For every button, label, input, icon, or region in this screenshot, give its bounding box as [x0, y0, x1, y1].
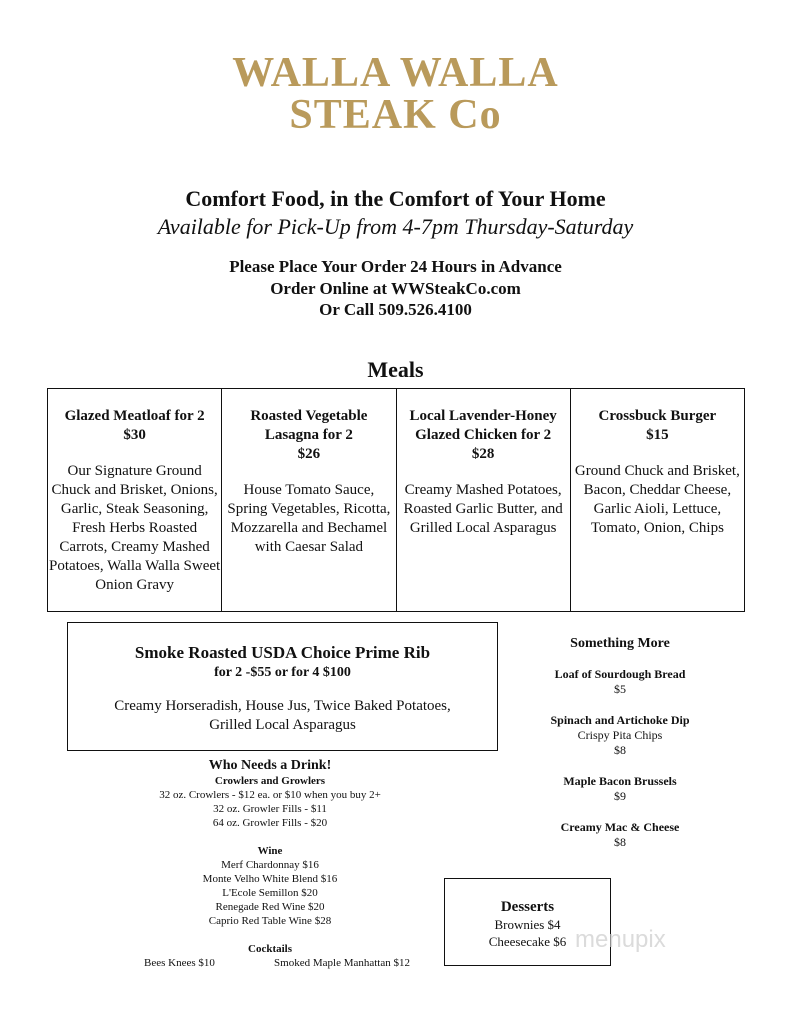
- item-name: Creamy Mac & Cheese: [560, 820, 680, 834]
- meals-grid: [47, 388, 745, 612]
- drink-item: 64 oz. Growler Fills - $20: [212, 817, 328, 829]
- meal-desc: Ground Chuck and Brisket, Bacon, Cheddar Cheese, Garlic Aioli, Lettuce, Tomato, Onion, Chips: [574, 463, 740, 536]
- drink-item: L'Ecole Semillon $20: [222, 887, 318, 899]
- meal-price: $28: [471, 446, 495, 462]
- drink-item: Caprio Red Table Wine $28: [208, 915, 332, 927]
- item-desc: Crispy Pita Chips: [577, 728, 663, 742]
- item-price: $5: [614, 682, 626, 696]
- more-heading: Something More: [570, 636, 670, 651]
- prime-desc: Creamy Horseradish, House Jus, Twice Baked Potatoes, Grilled Local Asparagus: [114, 698, 451, 733]
- phone[interactable]: Or Call 509.526.4100: [319, 300, 472, 319]
- crowlers-heading: Crowlers and Growlers: [214, 775, 326, 787]
- watermark: menupix: [575, 926, 666, 953]
- item-price: $8: [614, 835, 626, 849]
- more-item: [520, 713, 720, 758]
- wine-heading: Wine: [257, 845, 283, 857]
- drink-item: Smoked Maple Manhattan $12: [274, 957, 410, 969]
- drinks-section: [130, 758, 410, 970]
- drink-item: Monte Velho White Blend $16: [202, 873, 338, 885]
- meal-price: $26: [297, 446, 321, 462]
- meal-desc: Creamy Mashed Potatoes, Roasted Garlic Butter, and Grilled Local Asparagus: [403, 482, 563, 536]
- meal-item: [571, 389, 744, 611]
- order-info: [0, 256, 791, 321]
- logo-line1: WALLA WALLA: [232, 50, 559, 96]
- order-online[interactable]: Order Online at WWSteakCo.com: [270, 278, 521, 298]
- meal-desc: Our Signature Ground Chuck and Brisket, Onions, Garlic, Steak Seasoning, Fresh Herbs Roasted Carrots, Creamy Mashed Potatoes, Walla Walla Sweet Onion Gravy: [49, 463, 221, 593]
- advance-notice: Please Place Your Order 24 Hours in Advance: [229, 257, 562, 276]
- item-price: $9: [614, 789, 626, 803]
- dessert-item: Brownies $4: [494, 917, 561, 932]
- drink-item: Bees Knees $10: [144, 957, 215, 969]
- meal-price: $15: [646, 427, 669, 443]
- drink-item: Merf Chardonnay $16: [221, 859, 319, 871]
- meal-price: $30: [123, 427, 146, 443]
- cocktail-row: [130, 956, 410, 970]
- item-name: Loaf of Sourdough Bread: [554, 667, 686, 681]
- drink-item: 32 oz. Crowlers - $12 ea. or $10 when you buy 2+: [159, 789, 381, 801]
- desserts-heading: Desserts: [500, 899, 555, 915]
- more-item: [520, 820, 720, 850]
- meal-item: [397, 389, 571, 611]
- something-more: [520, 636, 720, 866]
- logo: [0, 52, 791, 136]
- meal-name: Local Lavender-Honey Glazed Chicken for 2: [409, 408, 557, 443]
- drink-item: 32 oz. Growler Fills - $11: [213, 803, 327, 815]
- meal-item: [222, 389, 396, 611]
- meals-heading: Meals: [367, 357, 424, 382]
- item-price: $8: [614, 743, 626, 757]
- drink-item: Renegade Red Wine $20: [215, 901, 325, 913]
- dessert-item: Cheesecake $6: [488, 934, 567, 949]
- meal-name: Crossbuck Burger: [598, 408, 717, 424]
- prime-rib-box: [67, 622, 498, 751]
- more-item: [520, 667, 720, 697]
- item-name: Maple Bacon Brussels: [563, 774, 677, 788]
- prime-title: Smoke Roasted USDA Choice Prime Rib: [134, 643, 431, 662]
- meal-name: Glazed Meatloaf for 2: [64, 408, 205, 424]
- item-name: Spinach and Artichoke Dip: [550, 713, 690, 727]
- cocktails-heading: Cocktails: [248, 943, 292, 955]
- meal-name: Roasted Vegetable Lasagna for 2: [250, 408, 368, 443]
- tagline: Comfort Food, in the Comfort of Your Home: [185, 186, 606, 211]
- meal-desc: House Tomato Sauce, Spring Vegetables, Ricotta, Mozzarella and Bechamel with Caesar Salad: [227, 482, 391, 555]
- pickup-hours: Available for Pick-Up from 4-7pm Thursday-Saturday: [157, 214, 634, 239]
- logo-line2: STEAK Co: [289, 92, 502, 138]
- meal-item: [48, 389, 222, 611]
- drinks-heading: Who Needs a Drink!: [208, 758, 332, 773]
- more-item: [520, 774, 720, 804]
- prime-price: for 2 -$55 or for 4 $100: [214, 665, 351, 680]
